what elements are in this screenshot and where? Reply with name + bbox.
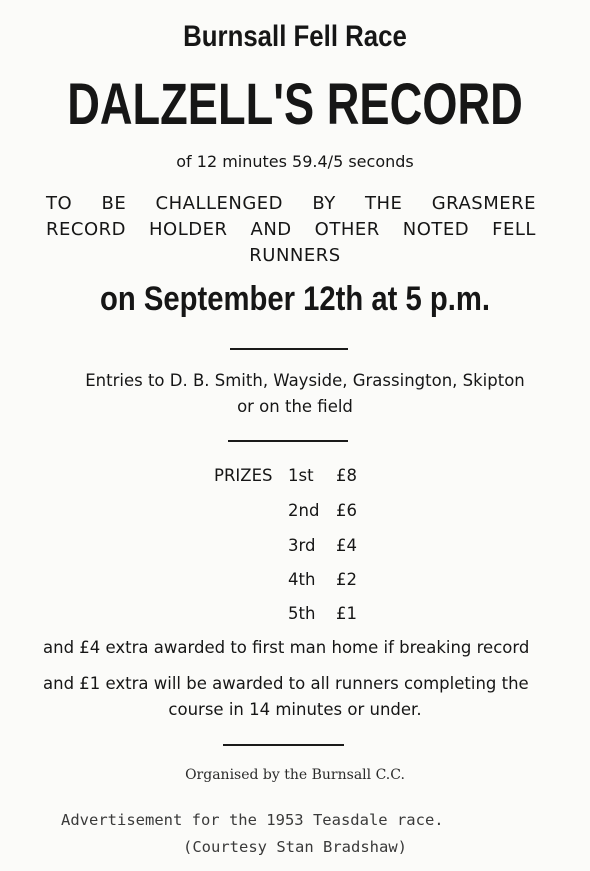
challenge-word: BE [101,193,127,214]
challenge-word: AND [250,219,292,240]
challenge-word: RECORD [46,219,126,240]
prize-amount: £6 [336,501,357,520]
prize-amount: £2 [336,570,357,589]
challenge-line-3: RUNNERS [249,245,341,266]
record-time: of 12 minutes 59.4/5 seconds [176,152,414,171]
prize-row [288,570,357,589]
prize-row [288,536,357,555]
divider-rule [230,348,348,350]
prize-place: 5th [288,604,316,623]
prize-amount: £1 [336,604,357,623]
race-date: on September 12th at 5 p.m. [100,280,490,318]
prize-row [288,501,357,520]
prize-row [288,466,357,485]
race-heading: Burnsall Fell Race [183,20,407,53]
caption-line-1: Advertisement for the 1953 Teasdale race. [61,811,444,829]
extra-prize-line-1: and £4 extra awarded to first man home if breaking record [43,638,530,657]
challenge-word: GRASMERE [431,193,536,214]
prize-row [288,604,357,623]
challenge-word: NOTED [402,219,470,240]
challenge-word: OTHER [314,219,380,240]
challenge-word: CHALLENGED [155,193,284,214]
challenge-word: BY [312,193,336,214]
challenge-word: THE [365,193,403,214]
challenge-word: HOLDER [149,219,228,240]
prize-place: 2nd [288,501,320,520]
extra-prize-line-3: course in 14 minutes or under. [168,700,422,719]
challenge-word: TO [46,193,73,214]
prizes-label: PRIZES [214,466,273,485]
extra-prize-line-2: and £1 extra will be awarded to all runners completing the [43,674,529,693]
prize-place: 1st [288,466,314,485]
challenge-word: FELL [492,219,536,240]
divider-rule [223,744,344,746]
prize-amount: £4 [336,536,357,555]
prize-amount: £8 [336,466,357,485]
caption-line-2: (Courtesy Stan Bradshaw) [183,838,407,856]
record-title: DALZELL'S RECORD [67,72,523,137]
entries-line-1: Entries to D. B. Smith, Wayside, Grassington, Skipton [85,371,525,390]
divider-rule [228,440,348,442]
challenge-line-2 [46,219,536,240]
organiser-line: Organised by the Burnsall C.C. [185,767,405,783]
prize-place: 4th [288,570,316,589]
challenge-line-1 [46,193,536,214]
entries-line-2: or on the field [237,397,353,416]
prize-place: 3rd [288,536,316,555]
